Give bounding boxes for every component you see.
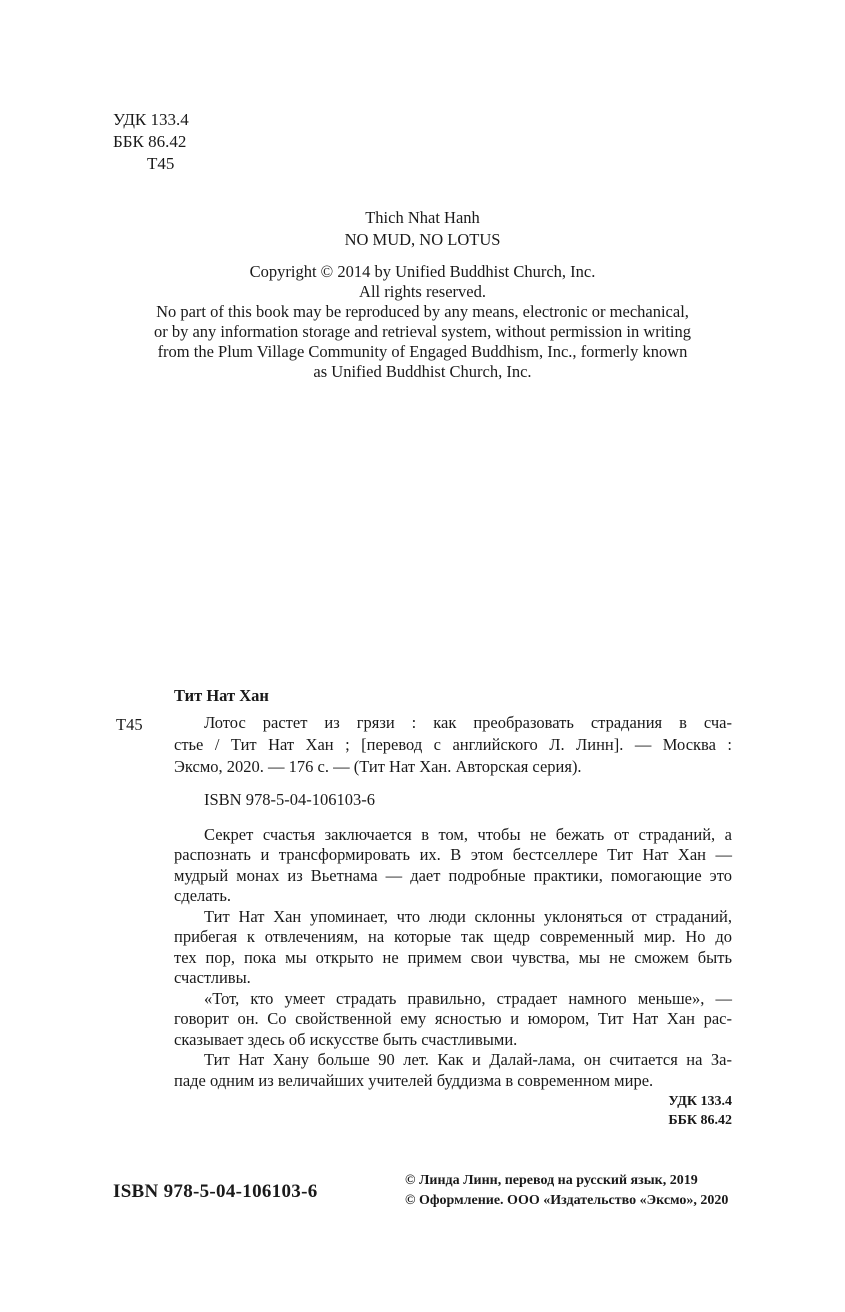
catalog-entry-line: Эксмо, 2020. — 176 с. — (Тит Нат Хан. Авторская серия). — [174, 757, 582, 776]
annotation-line: распознать и трансформировать их. В этом бестселлере Тит Нат Хан — — [174, 845, 732, 864]
original-title: NO MUD, NO LOTUS — [344, 230, 501, 249]
catalog-isbn: ISBN 978-5-04-106103-6 — [204, 790, 375, 809]
copyright-line: All rights reserved. — [359, 282, 486, 301]
bottom-udk-code: УДК 133.4 — [668, 1094, 732, 1109]
catalog-author: Тит Нат Хан — [174, 686, 269, 705]
annotation-line: «Тот, кто умеет страдать правильно, страдает намного меньше», — — [204, 989, 732, 1008]
annotation-line: говорит он. Со свойственной ему ясностью и юмором, Тит Нат Хан рас- — [174, 1009, 732, 1028]
footer-isbn: ISBN 978-5-04-106103-6 — [113, 1181, 318, 1202]
copyright-line: from the Plum Village Community of Engaged Buddhism, Inc., formerly known — [157, 342, 688, 361]
copyright-line: Copyright © 2014 by Unified Buddhist Church, Inc. — [249, 262, 596, 281]
copyright-line: as Unified Buddhist Church, Inc. — [313, 362, 532, 381]
annotation-line: паде одним из величайших учителей буддизма в современном мире. — [174, 1071, 654, 1090]
annotation-line: Тит Нат Хану больше 90 лет. Как и Далай-лама, он считается на За- — [204, 1050, 732, 1069]
copyright-line: or by any information storage and retrieval system, without permission in writing — [153, 322, 692, 341]
udk-code: УДК 133.4 — [113, 110, 189, 129]
annotation-line: мудрый монах из Вьетнама — дает подробные практики, помогающие это — [174, 866, 732, 885]
annotation-line: прибегая к отвлечениям, на которые так щедр современный мир. Но до — [174, 927, 732, 946]
annotation-line: Секрет счастья заключается в том, чтобы не бежать от страданий, а — [204, 825, 732, 844]
copyright-line: No part of this book may be reproduced by any means, electronic or mechanical, — [156, 302, 689, 321]
bbk-code: ББК 86.42 — [113, 132, 187, 151]
catalog-mark: Т45 — [116, 715, 143, 734]
author-mark: Т45 — [147, 154, 175, 173]
copyright-translation: © Линда Линн, перевод на русский язык, 2019 — [405, 1173, 698, 1188]
annotation-line: Тит Нат Хан упоминает, что люди склонны уклоняться от страданий, — [204, 907, 732, 926]
catalog-entry-line: Лотос растет из грязи : как преобразовать страдания в сча- — [204, 713, 732, 732]
annotation-line: сделать. — [174, 886, 232, 905]
annotation-line: сказывает здесь об искусстве быть счастливыми. — [174, 1030, 518, 1049]
bottom-bbk-code: ББК 86.42 — [668, 1113, 732, 1128]
original-author: Thich Nhat Hanh — [365, 208, 480, 227]
annotation-line: счастливы. — [174, 968, 251, 987]
catalog-entry-line: стье / Тит Нат Хан ; [перевод с английского Л. Линн]. — Москва : — [174, 735, 732, 754]
copyright-design: © Оформление. ООО «Издательство «Эксмо», 2020 — [405, 1193, 729, 1208]
annotation-line: тех пор, пока мы открыто не примем свои чувства, мы не сможем быть — [174, 948, 732, 967]
